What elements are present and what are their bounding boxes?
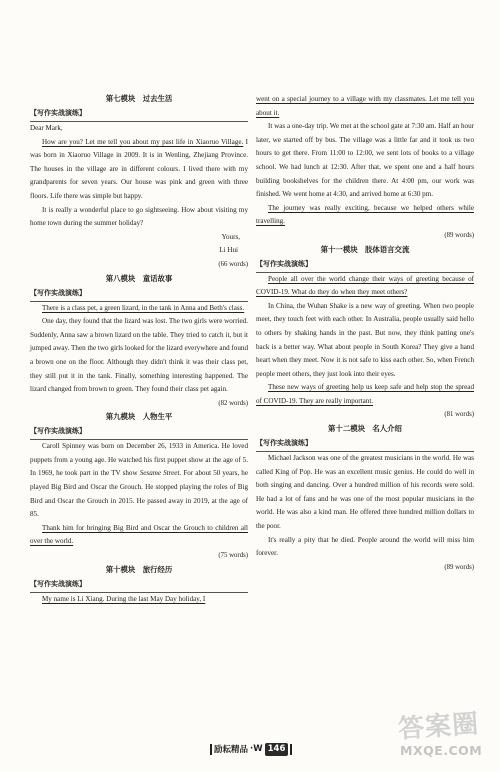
module-10-section-label: 【写作实战演练】 — [30, 579, 86, 588]
footer-brand — [210, 741, 296, 757]
page-number: 146 — [265, 743, 289, 756]
module-10-label-block — [30, 577, 248, 593]
right-column — [256, 93, 474, 574]
module-10-title: 第十模块 旅行经历 — [105, 564, 173, 574]
module-7-paragraph-1-rest: I was born in Xiaoruo Village in 2009. It is in Wenling, Zhejiang Province. The houses in the village are in different colours. I lived there with my grandparents for seven years. Our house was pink and green with three floors. Life there was simple but happy. — [30, 137, 249, 200]
module-7-word-count: (66 words) — [218, 260, 248, 268]
underlined-sentence: There is a class pet, a green lizard, in the tank in Anna and Beth's class. — [42, 303, 245, 312]
underlined-sentence: How are you? Let me tell you about my past life in Xiaoruo Village. — [42, 137, 244, 146]
module-9-paragraph-2 — [30, 522, 248, 549]
module-11-section-label: 【写作实战演练】 — [256, 259, 312, 268]
module-12-paragraph-1: Michael Jackson was one of the greatest musicians in the world. He was called King of Pop. He was an excellent music genius. He could do well in both singing and dancing. Over a hundred million of his records were sold. He had a lot of fans and he was one of the most popular musicians in the world. He was also a kind man. He offered three hundred million dollars to the poor. — [256, 454, 474, 531]
module-7-title: 第七模块 过去生活 — [105, 94, 173, 103]
tv-show-title: Sesame Street — [139, 469, 180, 478]
module-7-paragraph-2: It is really a wonderful place to go sightseeing. How about visiting my home town during the summer holiday? — [30, 205, 248, 228]
left-column — [30, 92, 248, 606]
module-8-label-block — [30, 286, 248, 302]
module-12-paragraph-2: It's really a pity that he died. People around the world will miss him forever. — [256, 535, 474, 558]
module-12-title: 第十二模块 名人介绍 — [328, 424, 402, 434]
module-9-section-label: 【写作实战演练】 — [30, 427, 86, 436]
watermark-text: 答案圈 — [397, 709, 481, 745]
module-8-paragraph-2: One day, they found that the lizard was lost. The two girls were worried. Suddenly, Anna saw a brown lizard on the table. They tried to catch it, but it jumped away. Then the two girls looked for the lizard everywhere and found a brown one on the floor. Although they didn't think it was their class pet, they still put it in the tank. Finally, something interesting happened. The lizard changed from brown to green. They found their class pet again. — [30, 317, 248, 394]
module-12-section-label: 【写作实战演练】 — [256, 439, 312, 448]
module-10-paragraph-1-start — [30, 593, 248, 607]
brand-bar-icon — [210, 744, 212, 755]
module-8-title: 第八模块 童话故事 — [105, 273, 173, 283]
module-9-title: 第九模块 人物生平 — [105, 412, 173, 422]
module-11-paragraph-2: In China, the Wuhan Shake is a new way of greeting. When two people meet, they touch feet with each other. In Australia, people usually said hello to others by shaking hands in the past. But now, they think patting one's back is a better way. What about people in South Korea? They give a hand heart when they meet. Now it is not safe to kiss each other. So, when French people meet others, they just look into their eyes. — [256, 301, 474, 378]
underlined-sentence: The journey was really exciting, because we helped others while travelling. — [256, 203, 474, 226]
brand-bar-icon — [290, 744, 292, 755]
module-9-label-block — [30, 424, 248, 440]
underlined-sentence: Thank him for bringing Big Bird and Oscar the Grouch to children all over the world. — [30, 523, 248, 546]
module-9-paragraph-1-rest: . For about 50 years, he played Big Bird and Oscar the Grouch. He stopped playing the roles of Big Bird and Oscar the Grouch in 2015. He passed away in 2019, at the age of 85. — [30, 469, 248, 519]
module-9-paragraph-1 — [30, 440, 248, 522]
underlined-sentence: These new ways of greeting help us keep safe and help stop the spread of COVID-19. They are really important. — [256, 383, 474, 405]
module-11-word-count: (81 words) — [444, 411, 474, 419]
underlined-sentence: My name is Li Xiang. During the last May Day holiday, I — [42, 594, 206, 603]
module-9-paragraph-1-start: Caroll Spinney was born on December 26, 1933 in America. He loved puppets from a young age. He watched his first puppet show at the age of 5. In 1969, he took part in the TV show — [30, 442, 248, 478]
module-12-label-block — [256, 436, 474, 452]
module-10-paragraph-3 — [256, 202, 474, 229]
module-7-salutation: Dear Mark, — [30, 124, 63, 132]
underlined-sentence: People all over the world change their ways of greeting because of COVID-19. What do they do when they meet others? — [256, 274, 474, 297]
module-8-section-label: 【写作实战演练】 — [30, 288, 86, 297]
module-9-word-count: (75 words) — [218, 552, 248, 560]
module-8-word-count: (82 words) — [218, 399, 248, 407]
watermark-logo — [392, 706, 492, 764]
watermark-url: MXQE.COM — [400, 743, 483, 758]
brand-name: 励耘精品 — [214, 745, 249, 755]
module-10-word-count: (89 words) — [444, 231, 474, 239]
module-7-signature: Li Hui — [219, 246, 238, 255]
module-11-label-block — [256, 257, 474, 273]
module-7-section-label: 【写作实战演练】 — [30, 109, 86, 117]
module-7-closing: Yours, — [221, 232, 240, 241]
module-11-paragraph-3 — [256, 381, 474, 408]
underlined-sentence: went on a special journey to a village with my classmates. Let me tell you about it. — [256, 95, 474, 117]
module-11-paragraph-1 — [256, 273, 474, 300]
brand-separator: ·W — [250, 744, 263, 754]
module-10-paragraph-1-end — [256, 93, 474, 120]
module-10-paragraph-2: It was a one-day trip. We met at the school gate at 7:30 am. Half an hour later, we started off by bus. The village was a little far and it took us two hours to get there. From 11:00 to 12:00, we sent lots of books to a village school. We had lunch at 12:30. After that, we spent one and a half hours building bookshelves for the children there. At 4:00 pm, our work was finished. We went home at 4:30, and arrived home at 6:30 pm. — [256, 122, 474, 199]
module-8-paragraph-1 — [30, 302, 248, 316]
module-12-word-count: (89 words) — [444, 563, 474, 571]
module-7-label-block — [30, 106, 248, 122]
module-7-paragraph-1 — [30, 136, 248, 204]
module-11-title: 第十一模块 肢体语言交流 — [320, 244, 410, 254]
